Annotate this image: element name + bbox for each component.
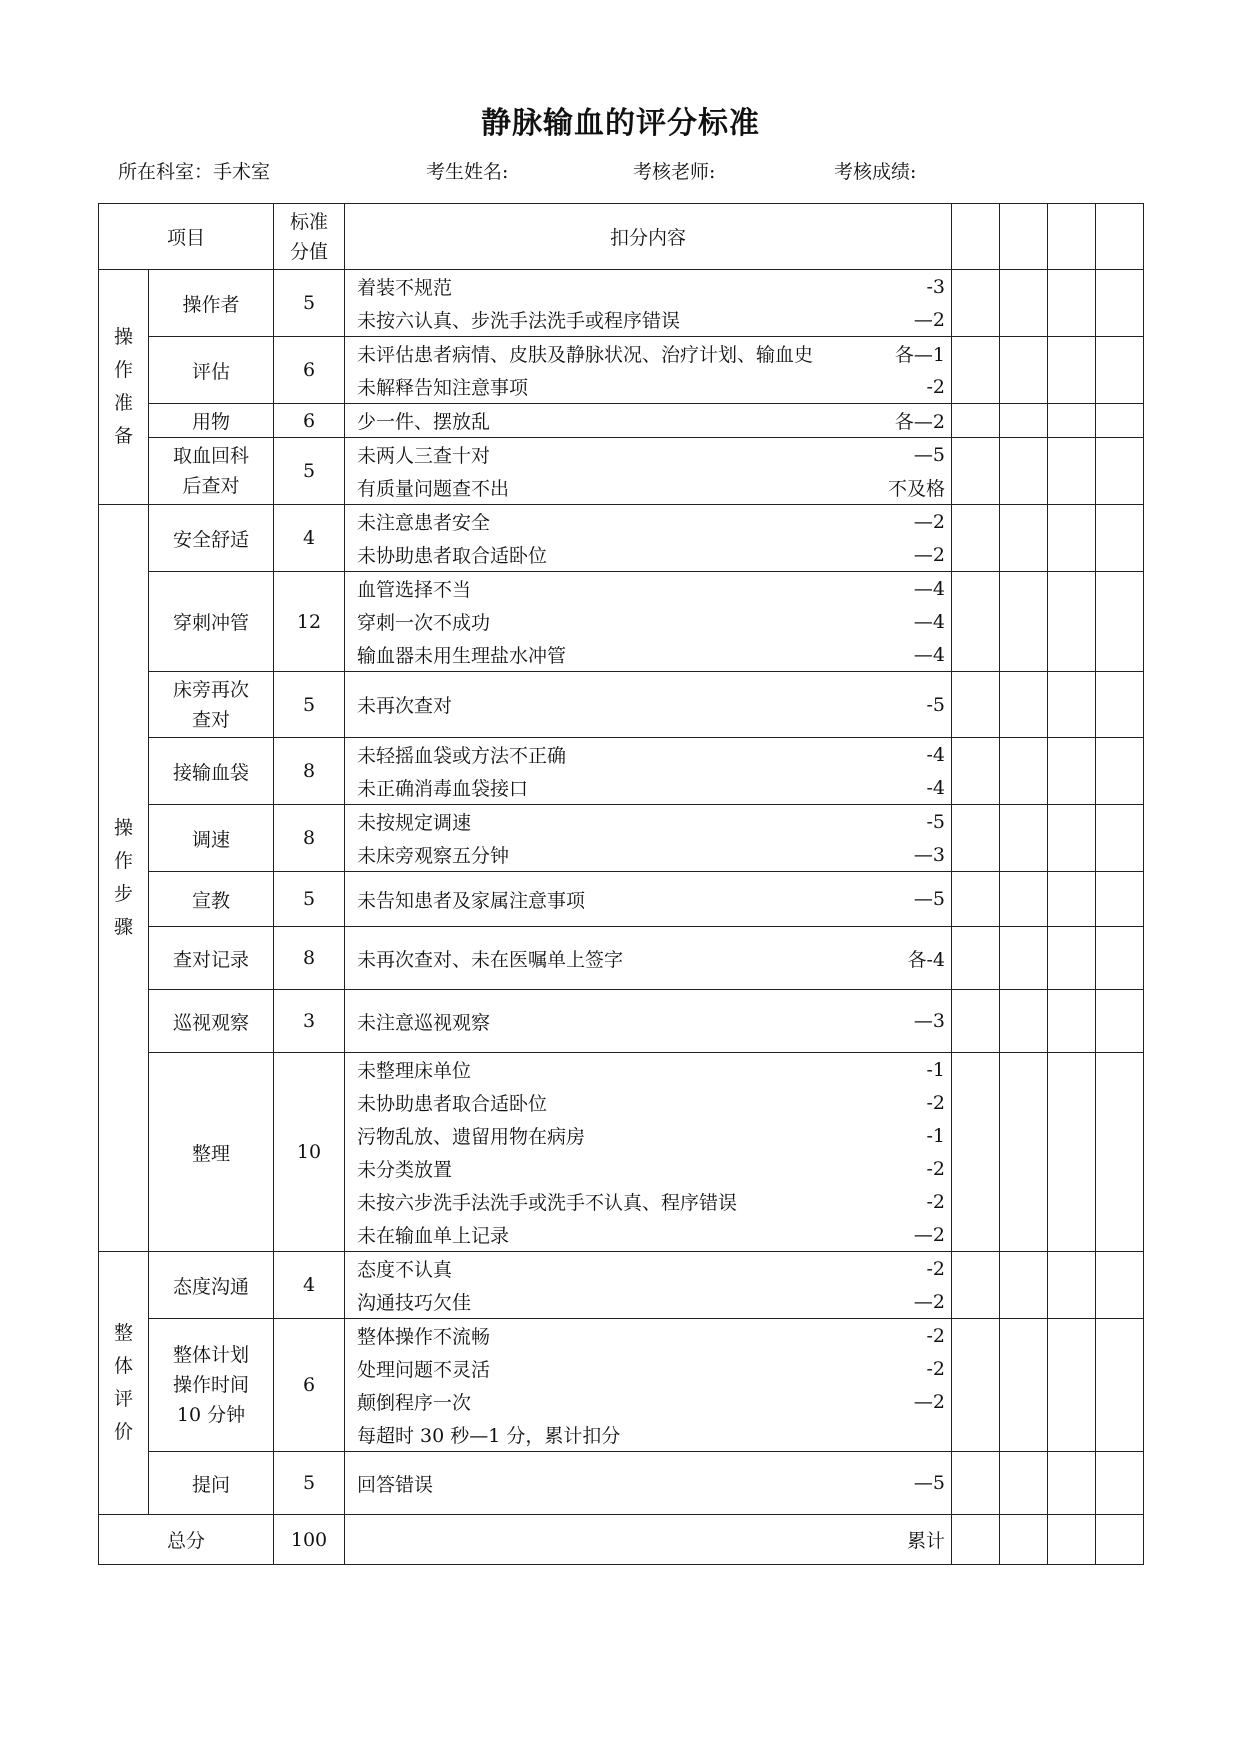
department-label: 所在科室：手术室 bbox=[118, 161, 271, 183]
deduction-line bbox=[345, 771, 951, 804]
deduction-points: —4 bbox=[913, 643, 946, 666]
blank-grade-cell[interactable] bbox=[952, 505, 1000, 572]
table-row bbox=[99, 1053, 1144, 1252]
item-name bbox=[149, 1319, 274, 1452]
deduction-line bbox=[345, 1218, 951, 1251]
table-row bbox=[99, 1319, 1144, 1452]
deduction-text: 有质量问题查不出 bbox=[357, 478, 510, 500]
item-standard-score: 6 bbox=[274, 337, 345, 404]
blank-grade-cell[interactable] bbox=[1000, 505, 1048, 572]
deduction-list bbox=[345, 404, 952, 438]
item-name bbox=[149, 672, 274, 738]
blank-grade-cell[interactable] bbox=[1000, 805, 1048, 872]
deduction-text: 着装不规范 bbox=[357, 277, 453, 299]
blank-grade-cell[interactable] bbox=[952, 1252, 1000, 1319]
deduction-line bbox=[345, 438, 951, 471]
header-deduction-content: 扣分内容 bbox=[345, 204, 952, 270]
deduction-line bbox=[345, 337, 951, 370]
blank-grade-cell[interactable] bbox=[1048, 204, 1096, 270]
deduction-line bbox=[345, 270, 951, 303]
deduction-points: -4 bbox=[926, 776, 946, 799]
deduction-list bbox=[345, 337, 952, 404]
group-label-char: 操 bbox=[113, 817, 133, 839]
deduction-list bbox=[345, 572, 952, 672]
blank-grade-cell[interactable] bbox=[1000, 927, 1048, 990]
group-label-char: 整 bbox=[113, 1322, 133, 1344]
deduction-line bbox=[345, 738, 951, 771]
table-row bbox=[99, 672, 1144, 738]
blank-grade-cell[interactable] bbox=[952, 805, 1000, 872]
deduction-points: —4 bbox=[913, 577, 946, 600]
item-name bbox=[149, 270, 274, 337]
blank-grade-cell[interactable] bbox=[1096, 404, 1144, 438]
blank-grade-cell[interactable] bbox=[1096, 337, 1144, 404]
group-label-char: 价 bbox=[113, 1421, 133, 1443]
group-label bbox=[99, 505, 149, 1252]
blank-grade-cell[interactable] bbox=[1000, 438, 1048, 505]
deduction-points: 各—2 bbox=[894, 411, 946, 433]
group-label-char: 操 bbox=[113, 326, 133, 348]
item-name-line: 查对 bbox=[192, 708, 231, 731]
group-label-char: 体 bbox=[113, 1355, 133, 1377]
deduction-points: —2 bbox=[913, 1390, 946, 1413]
blank-grade-cell[interactable] bbox=[1048, 572, 1096, 672]
blank-grade-cell[interactable] bbox=[1000, 1053, 1048, 1252]
deduction-text: 未注意巡视观察 bbox=[357, 1011, 491, 1034]
item-name bbox=[149, 872, 274, 927]
blank-grade-cell[interactable] bbox=[952, 204, 1000, 270]
deduction-text: 未床旁观察五分钟 bbox=[357, 845, 510, 867]
blank-grade-cell[interactable] bbox=[1000, 204, 1048, 270]
deduction-points: -4 bbox=[926, 743, 946, 766]
blank-grade-cell[interactable] bbox=[1096, 990, 1144, 1053]
deduction-line bbox=[345, 404, 951, 437]
item-name-text: 操作者 bbox=[182, 293, 240, 316]
item-name bbox=[149, 1053, 274, 1252]
deduction-list bbox=[345, 1053, 952, 1252]
item-name bbox=[149, 738, 274, 805]
total-row bbox=[99, 1515, 1144, 1565]
blank-grade-cell[interactable] bbox=[1096, 270, 1144, 337]
blank-grade-cell[interactable] bbox=[952, 572, 1000, 672]
deduction-list bbox=[345, 270, 952, 337]
deduction-points: —3 bbox=[913, 843, 946, 866]
item-name-text: 穿刺冲管 bbox=[173, 612, 250, 634]
deduction-points: —5 bbox=[913, 443, 946, 466]
deduction-line bbox=[345, 1385, 951, 1418]
deduction-text: 未按六步洗手法洗手或洗手不认真、程序错误 bbox=[357, 1192, 738, 1214]
blank-grade-cell[interactable] bbox=[952, 672, 1000, 738]
blank-grade-cell[interactable] bbox=[1000, 572, 1048, 672]
group-label-text bbox=[99, 321, 148, 453]
deduction-text: 未轻摇血袋或方法不正确 bbox=[357, 745, 567, 767]
blank-grade-cell[interactable] bbox=[1048, 505, 1096, 572]
deduction-text: 颠倒程序一次 bbox=[357, 1392, 472, 1414]
item-standard-score: 4 bbox=[274, 505, 345, 572]
table-row bbox=[99, 337, 1144, 404]
header-standard-score bbox=[274, 204, 345, 270]
blank-grade-cell[interactable] bbox=[952, 270, 1000, 337]
item-standard-score: 6 bbox=[274, 404, 345, 438]
blank-grade-cell[interactable] bbox=[1096, 927, 1144, 990]
blank-grade-cell[interactable] bbox=[952, 1053, 1000, 1252]
deduction-line bbox=[345, 303, 951, 336]
deduction-text: 污物乱放、遗留用物在病房 bbox=[357, 1126, 586, 1148]
deduction-points: —2 bbox=[913, 510, 946, 533]
blank-grade-cell[interactable] bbox=[1096, 572, 1144, 672]
deduction-line bbox=[345, 1352, 951, 1385]
blank-grade-cell[interactable] bbox=[952, 927, 1000, 990]
blank-grade-cell[interactable] bbox=[1096, 1252, 1144, 1319]
deduction-text: 未整理床单位 bbox=[357, 1060, 472, 1082]
header-standard-line1: 标准 bbox=[290, 210, 329, 233]
blank-grade-cell[interactable] bbox=[1096, 1452, 1144, 1515]
deduction-line bbox=[345, 805, 951, 838]
blank-grade-cell[interactable] bbox=[952, 872, 1000, 927]
deduction-line bbox=[345, 1418, 951, 1451]
total-note-line bbox=[345, 1523, 951, 1556]
deduction-text: 血管选择不当 bbox=[357, 579, 472, 601]
deduction-list bbox=[345, 805, 952, 872]
deduction-points: -2 bbox=[926, 1091, 946, 1114]
deduction-list bbox=[345, 438, 952, 505]
item-name bbox=[149, 337, 274, 404]
deduction-points: —3 bbox=[913, 1010, 946, 1032]
blank-grade-cell[interactable] bbox=[952, 438, 1000, 505]
item-name-text: 态度沟通 bbox=[173, 1275, 250, 1298]
blank-grade-cell[interactable] bbox=[1096, 1515, 1144, 1565]
item-name-text: 用物 bbox=[192, 411, 231, 433]
deduction-line bbox=[345, 1119, 951, 1152]
table-row bbox=[99, 270, 1144, 337]
blank-grade-cell[interactable] bbox=[952, 404, 1000, 438]
item-name bbox=[149, 572, 274, 672]
deduction-text: 未按规定调速 bbox=[357, 812, 472, 834]
group-label bbox=[99, 1252, 149, 1515]
item-name bbox=[149, 438, 274, 505]
deduction-list bbox=[345, 505, 952, 572]
blank-grade-cell[interactable] bbox=[1048, 990, 1096, 1053]
deduction-text: 回答错误 bbox=[357, 1473, 434, 1496]
total-label: 总分 bbox=[99, 1515, 274, 1565]
deduction-text: 少一件、摆放乱 bbox=[357, 411, 491, 433]
item-standard-score: 5 bbox=[274, 872, 345, 927]
item-name-text: 评估 bbox=[192, 360, 231, 383]
deduction-line bbox=[345, 1285, 951, 1318]
item-name-text: 安全舒适 bbox=[173, 528, 250, 551]
item-name bbox=[149, 1452, 274, 1515]
item-name-line: 操作时间 bbox=[173, 1374, 250, 1396]
deduction-text: 沟通技巧欠佳 bbox=[357, 1292, 472, 1314]
blank-grade-cell[interactable] bbox=[952, 1319, 1000, 1452]
item-name-text: 查对记录 bbox=[173, 948, 250, 971]
deduction-line bbox=[345, 883, 951, 916]
deduction-text: 每超时 30 秒—1 分，累计扣分 bbox=[357, 1425, 621, 1447]
blank-grade-cell[interactable] bbox=[1048, 927, 1096, 990]
item-name-text bbox=[149, 1340, 273, 1430]
deduction-list bbox=[345, 1319, 952, 1452]
deduction-points: -5 bbox=[926, 693, 946, 716]
deduction-text: 未按六认真、步洗手法洗手或程序错误 bbox=[357, 310, 681, 332]
group-label-char: 准 bbox=[113, 392, 133, 414]
deduction-points: —2 bbox=[913, 543, 946, 566]
item-name-text bbox=[149, 441, 273, 501]
total-score: 100 bbox=[274, 1515, 345, 1565]
deduction-text: 态度不认真 bbox=[357, 1259, 453, 1281]
blank-grade-cell[interactable] bbox=[952, 990, 1000, 1053]
item-name-text: 整理 bbox=[192, 1142, 231, 1165]
group-label-char: 骤 bbox=[113, 916, 133, 938]
deduction-points: —5 bbox=[913, 1472, 946, 1494]
item-name-line: 整体计划 bbox=[173, 1344, 250, 1366]
item-standard-score: 8 bbox=[274, 805, 345, 872]
item-standard-score: 10 bbox=[274, 1053, 345, 1252]
group-label-char: 步 bbox=[113, 883, 133, 905]
deduction-list bbox=[345, 738, 952, 805]
deduction-text: 未协助患者取合适卧位 bbox=[357, 545, 548, 567]
deduction-points: 各-4 bbox=[907, 948, 946, 971]
deduction-points: 各—1 bbox=[894, 344, 946, 366]
group-label-char: 作 bbox=[113, 850, 133, 872]
blank-grade-cell[interactable] bbox=[1048, 270, 1096, 337]
deduction-line bbox=[345, 572, 951, 605]
blank-grade-cell[interactable] bbox=[1000, 738, 1048, 805]
header-item: 项目 bbox=[99, 204, 274, 270]
item-name-text: 巡视观察 bbox=[173, 1011, 250, 1034]
score-label: 考核成绩: bbox=[834, 161, 917, 183]
item-standard-score: 12 bbox=[274, 572, 345, 672]
item-name bbox=[149, 805, 274, 872]
group-label-text bbox=[99, 1317, 148, 1449]
blank-grade-cell[interactable] bbox=[1096, 1053, 1144, 1252]
blank-grade-cell[interactable] bbox=[1000, 1452, 1048, 1515]
deduction-line bbox=[345, 688, 951, 721]
blank-grade-cell[interactable] bbox=[952, 1515, 1000, 1565]
blank-grade-cell[interactable] bbox=[1000, 672, 1048, 738]
deduction-text: 未再次查对、未在医嘱单上签字 bbox=[357, 948, 624, 971]
deduction-points: -2 bbox=[926, 1324, 946, 1347]
blank-grade-cell[interactable] bbox=[1096, 1319, 1144, 1452]
item-name-text: 接输血袋 bbox=[173, 761, 250, 784]
item-name bbox=[149, 927, 274, 990]
deduction-points: —4 bbox=[913, 610, 946, 633]
deduction-text: 未协助患者取合适卧位 bbox=[357, 1093, 548, 1115]
item-standard-score: 6 bbox=[274, 1319, 345, 1452]
teacher-label: 考核老师: bbox=[633, 161, 716, 183]
item-standard-score: 5 bbox=[274, 672, 345, 738]
blank-grade-cell[interactable] bbox=[1048, 805, 1096, 872]
deduction-line bbox=[345, 370, 951, 403]
item-name-text: 调速 bbox=[192, 828, 231, 851]
deduction-line bbox=[345, 638, 951, 671]
blank-grade-cell[interactable] bbox=[1048, 1452, 1096, 1515]
item-name-text: 提问 bbox=[192, 1473, 231, 1496]
table-row bbox=[99, 738, 1144, 805]
table-row bbox=[99, 990, 1144, 1053]
blank-grade-cell[interactable] bbox=[1000, 872, 1048, 927]
deduction-line bbox=[345, 1053, 951, 1086]
table-row bbox=[99, 1452, 1144, 1515]
blank-grade-cell[interactable] bbox=[1048, 738, 1096, 805]
deduction-line bbox=[345, 1185, 951, 1218]
deduction-line bbox=[345, 1252, 951, 1285]
deduction-text: 未告知患者及家属注意事项 bbox=[357, 889, 586, 912]
header-standard-line2: 分值 bbox=[290, 240, 329, 263]
deduction-line bbox=[345, 538, 951, 571]
table-row bbox=[99, 572, 1144, 672]
deduction-line bbox=[345, 505, 951, 538]
page-title: 静脉输血的评分标准 bbox=[481, 106, 760, 141]
deduction-list bbox=[345, 1252, 952, 1319]
deduction-points: -1 bbox=[926, 1058, 946, 1081]
student-name-label: 考生姓名: bbox=[426, 161, 509, 183]
blank-grade-cell[interactable] bbox=[1000, 990, 1048, 1053]
deduction-points: —2 bbox=[913, 308, 946, 331]
deduction-line bbox=[345, 838, 951, 871]
deduction-points: —2 bbox=[913, 1223, 946, 1246]
deduction-line bbox=[345, 1005, 951, 1038]
deduction-points: -2 bbox=[926, 1190, 946, 1213]
blank-grade-cell[interactable] bbox=[1096, 505, 1144, 572]
item-standard-score: 8 bbox=[274, 927, 345, 990]
deduction-text: 未正确消毒血袋接口 bbox=[357, 778, 529, 800]
table-row bbox=[99, 438, 1144, 505]
deduction-line bbox=[345, 1319, 951, 1352]
deduction-line bbox=[345, 942, 951, 975]
item-standard-score: 3 bbox=[274, 990, 345, 1053]
deduction-text: 未再次查对 bbox=[357, 695, 453, 717]
deduction-text: 整体操作不流畅 bbox=[357, 1326, 491, 1348]
blank-grade-cell[interactable] bbox=[1000, 1252, 1048, 1319]
deduction-list bbox=[345, 872, 952, 927]
deduction-points: 不及格 bbox=[888, 478, 946, 500]
item-name bbox=[149, 505, 274, 572]
table-row bbox=[99, 805, 1144, 872]
blank-grade-cell[interactable] bbox=[1000, 404, 1048, 438]
deduction-points: -1 bbox=[926, 1124, 946, 1147]
blank-grade-cell[interactable] bbox=[952, 1452, 1000, 1515]
deduction-text: 处理问题不灵活 bbox=[357, 1359, 491, 1381]
table-row bbox=[99, 404, 1144, 438]
item-name-line: 取血回科 bbox=[173, 445, 250, 467]
blank-grade-cell[interactable] bbox=[1096, 672, 1144, 738]
deduction-text: 输血器未用生理盐水冲管 bbox=[357, 645, 567, 667]
blank-grade-cell[interactable] bbox=[1096, 738, 1144, 805]
deduction-list bbox=[345, 990, 952, 1053]
item-name bbox=[149, 1252, 274, 1319]
group-label-char: 评 bbox=[113, 1388, 133, 1410]
deduction-text: 穿刺一次不成功 bbox=[357, 612, 491, 634]
blank-grade-cell[interactable] bbox=[1000, 1515, 1048, 1565]
item-name-line: 10 分钟 bbox=[176, 1404, 246, 1426]
group-label-text bbox=[99, 812, 148, 944]
deduction-points: —2 bbox=[913, 1290, 946, 1313]
deduction-text: 未分类放置 bbox=[357, 1159, 453, 1181]
deduction-points: -2 bbox=[926, 1257, 946, 1280]
table-row bbox=[99, 1252, 1144, 1319]
item-name-line: 床旁再次 bbox=[173, 678, 250, 701]
item-standard-score: 5 bbox=[274, 438, 345, 505]
scoring-table bbox=[98, 203, 1144, 1565]
blank-grade-cell[interactable] bbox=[1048, 1053, 1096, 1252]
deduction-points: -2 bbox=[926, 1157, 946, 1180]
total-note-cell bbox=[345, 1515, 952, 1565]
item-standard-score: 5 bbox=[274, 1452, 345, 1515]
group-label bbox=[99, 270, 149, 505]
blank-grade-cell[interactable] bbox=[1048, 672, 1096, 738]
blank-grade-cell[interactable] bbox=[1096, 805, 1144, 872]
blank-grade-cell[interactable] bbox=[1048, 872, 1096, 927]
blank-grade-cell[interactable] bbox=[1048, 1252, 1096, 1319]
deduction-line bbox=[345, 1152, 951, 1185]
deduction-line bbox=[345, 1467, 951, 1500]
deduction-line bbox=[345, 1086, 951, 1119]
blank-grade-cell[interactable] bbox=[952, 738, 1000, 805]
blank-grade-cell[interactable] bbox=[1048, 438, 1096, 505]
deduction-text: 未两人三查十对 bbox=[357, 445, 491, 467]
blank-grade-cell[interactable] bbox=[1000, 1319, 1048, 1452]
blank-grade-cell[interactable] bbox=[1048, 1515, 1096, 1565]
table-row bbox=[99, 872, 1144, 927]
total-note: 累计 bbox=[907, 1530, 946, 1552]
deduction-points: -2 bbox=[926, 375, 946, 398]
deduction-points: -3 bbox=[926, 275, 946, 298]
item-name-text bbox=[149, 675, 273, 735]
blank-grade-cell[interactable] bbox=[1048, 337, 1096, 404]
item-name bbox=[149, 404, 274, 438]
item-name-line: 后查对 bbox=[182, 475, 240, 497]
deduction-points: —5 bbox=[913, 888, 946, 910]
item-name-text: 宣教 bbox=[192, 889, 231, 912]
header-row bbox=[99, 204, 1144, 270]
blank-grade-cell[interactable] bbox=[952, 337, 1000, 404]
blank-grade-cell[interactable] bbox=[1000, 270, 1048, 337]
blank-grade-cell[interactable] bbox=[1096, 204, 1144, 270]
deduction-text: 未解释告知注意事项 bbox=[357, 377, 529, 399]
deduction-text: 未在输血单上记录 bbox=[357, 1225, 510, 1247]
blank-grade-cell[interactable] bbox=[1048, 1319, 1096, 1452]
deduction-points: -2 bbox=[926, 1357, 946, 1380]
deduction-line bbox=[345, 605, 951, 638]
blank-grade-cell[interactable] bbox=[1048, 404, 1096, 438]
deduction-list bbox=[345, 672, 952, 738]
deduction-text: 未评估患者病情、皮肤及静脉状况、治疗计划、输血史 bbox=[357, 344, 814, 366]
group-label-char: 作 bbox=[113, 359, 133, 381]
table-row bbox=[99, 505, 1144, 572]
table-row bbox=[99, 927, 1144, 990]
item-standard-score: 4 bbox=[274, 1252, 345, 1319]
deduction-list bbox=[345, 927, 952, 990]
deduction-points: -5 bbox=[926, 810, 946, 833]
deduction-list bbox=[345, 1452, 952, 1515]
deduction-text: 未注意患者安全 bbox=[357, 512, 491, 534]
item-name bbox=[149, 990, 274, 1053]
blank-grade-cell[interactable] bbox=[1096, 872, 1144, 927]
group-label-char: 备 bbox=[113, 425, 133, 447]
deduction-line bbox=[345, 471, 951, 504]
blank-grade-cell[interactable] bbox=[1000, 337, 1048, 404]
item-standard-score: 8 bbox=[274, 738, 345, 805]
blank-grade-cell[interactable] bbox=[1096, 438, 1144, 505]
item-standard-score: 5 bbox=[274, 270, 345, 337]
